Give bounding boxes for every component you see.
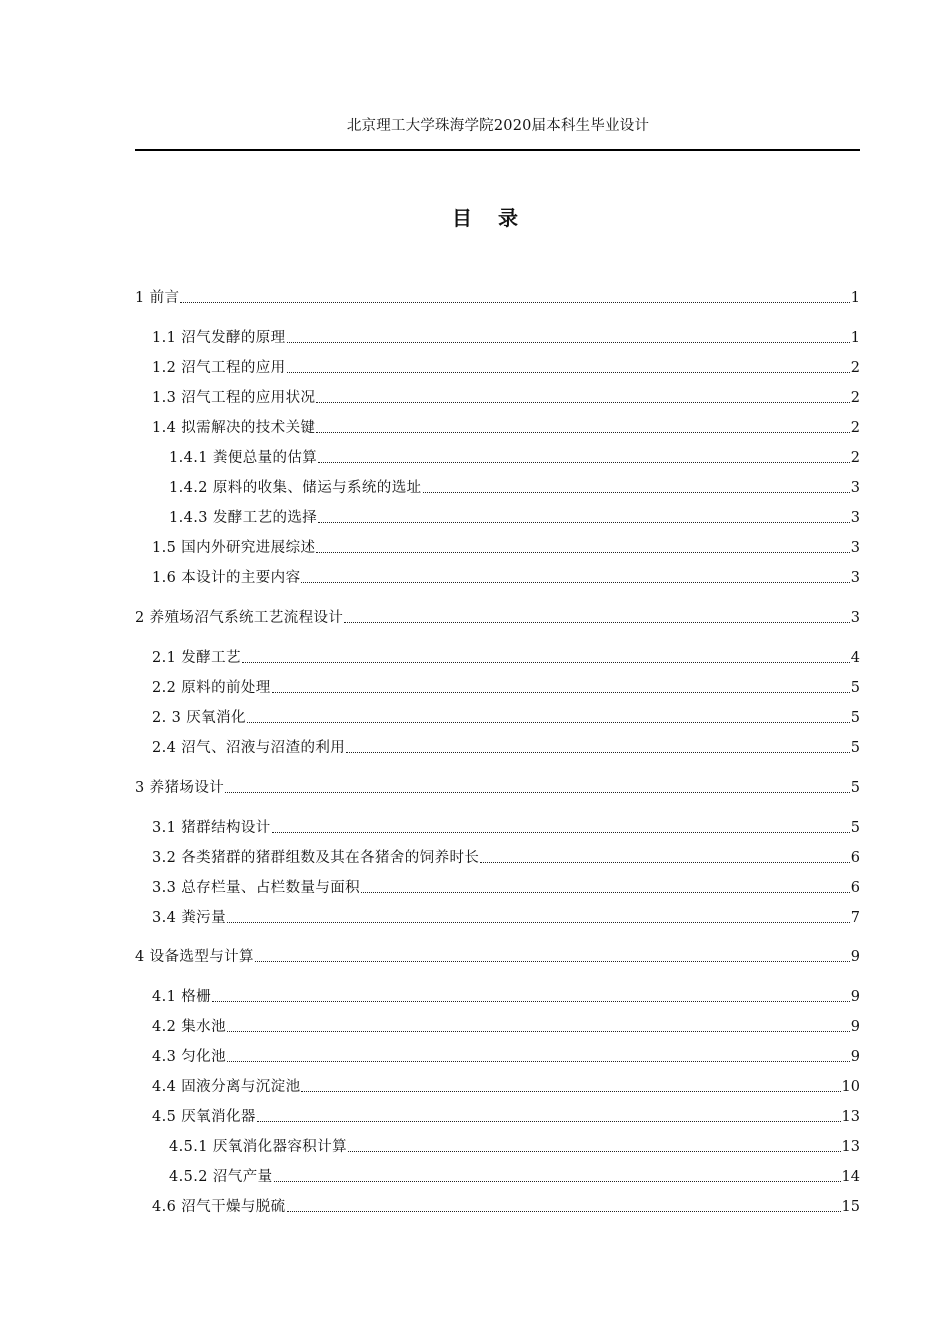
toc-leader-dots — [423, 492, 850, 493]
toc-entry-page: 13 — [841, 1109, 860, 1125]
toc-entry[interactable] — [135, 905, 860, 927]
toc-entry-label: 3 养猪场设计 — [135, 780, 225, 796]
toc-entry[interactable] — [135, 1104, 860, 1126]
toc-entry-page: 5 — [850, 780, 860, 796]
toc-entry-page: 14 — [841, 1169, 860, 1185]
toc-entry[interactable] — [135, 605, 860, 627]
toc-entry-page: 5 — [850, 740, 860, 756]
toc-entry-label: 1.6 本设计的主要内容 — [152, 570, 301, 586]
toc-entry-page: 3 — [850, 540, 860, 556]
toc-entry-label: 4 设备选型与计算 — [135, 949, 254, 965]
toc-entry-label: 3.2 各类猪群的猪群组数及其在各猪舍的饲养时长 — [152, 850, 480, 866]
toc-entry[interactable] — [135, 735, 860, 757]
toc-entry-label: 4.2 集水池 — [152, 1019, 226, 1035]
toc-entry[interactable] — [135, 705, 860, 727]
toc-entry-label: 1.3 沼气工程的应用状况 — [152, 390, 316, 406]
toc-entry-label: 1.5 国内外研究进展综述 — [152, 540, 316, 556]
toc-entry-label: 2. 3 厌氧消化 — [152, 710, 246, 726]
toc-entry-label: 1 前言 — [135, 290, 180, 306]
toc-entry-page: 9 — [850, 949, 860, 965]
toc-entry[interactable] — [135, 565, 860, 587]
toc-entry-page: 2 — [850, 360, 860, 376]
toc-entry-page: 10 — [841, 1079, 860, 1095]
toc-leader-dots — [180, 302, 849, 303]
toc-entry[interactable] — [135, 875, 860, 897]
toc-entry-page: 2 — [850, 450, 860, 466]
toc-entry[interactable] — [135, 445, 860, 467]
toc-entry[interactable] — [135, 984, 860, 1006]
toc-leader-dots — [318, 462, 850, 463]
toc-leader-dots — [480, 862, 849, 863]
toc-entry-page: 9 — [850, 989, 860, 1005]
toc-entry-page: 15 — [841, 1199, 860, 1215]
toc-leader-dots — [227, 922, 850, 923]
toc-entry[interactable] — [135, 1044, 860, 1066]
toc-entry[interactable] — [135, 385, 860, 407]
toc-title: 目录 — [452, 206, 544, 230]
toc-entry[interactable] — [135, 415, 860, 437]
toc-entry-page: 3 — [850, 610, 860, 626]
toc-leader-dots — [316, 402, 849, 403]
toc-leader-dots — [346, 752, 850, 753]
toc-leader-dots — [318, 522, 850, 523]
toc-entry-label: 4.5 厌氧消化器 — [152, 1109, 256, 1125]
toc-leader-dots — [316, 552, 849, 553]
toc-leader-dots — [272, 692, 850, 693]
toc-entry-page: 1 — [850, 330, 860, 346]
toc-leader-dots — [227, 1061, 850, 1062]
toc-entry-label: 2 养殖场沼气系统工艺流程设计 — [135, 610, 344, 626]
toc-entry-label: 4.5.2 沼气产量 — [169, 1169, 273, 1185]
toc-leader-dots — [301, 1091, 840, 1092]
toc-leader-dots — [316, 432, 849, 433]
toc-entry-label: 4.5.1 厌氧消化器容积计算 — [169, 1139, 348, 1155]
toc-entry[interactable] — [135, 645, 860, 667]
toc-leader-dots — [225, 792, 850, 793]
toc-leader-dots — [255, 961, 850, 962]
toc-entry-page: 9 — [850, 1019, 860, 1035]
toc-entry-label: 4.6 沼气干燥与脱硫 — [152, 1199, 286, 1215]
toc-entry-label: 2.1 发酵工艺 — [152, 650, 241, 666]
toc-entry-page: 9 — [850, 1049, 860, 1065]
toc-leader-dots — [361, 892, 850, 893]
toc-entry[interactable] — [135, 285, 860, 307]
toc-entry-label: 3.3 总存栏量、占栏数量与面积 — [152, 880, 361, 896]
toc-entry-label: 1.4.3 发酵工艺的选择 — [169, 510, 318, 526]
toc-leader-dots — [247, 722, 850, 723]
toc-entry-label: 3.4 粪污量 — [152, 910, 226, 926]
toc-leader-dots — [287, 372, 850, 373]
toc-entry-page: 6 — [850, 850, 860, 866]
toc-entry-page: 7 — [850, 910, 860, 926]
toc-entry-page: 3 — [850, 570, 860, 586]
toc-entry-label: 4.1 格栅 — [152, 989, 212, 1005]
toc-leader-dots — [287, 342, 850, 343]
toc-entry-page: 6 — [850, 880, 860, 896]
toc-leader-dots — [301, 582, 849, 583]
toc-leader-dots — [344, 622, 849, 623]
toc-entry[interactable] — [135, 944, 860, 966]
toc-entry-label: 1.4.2 原料的收集、储运与系统的选址 — [169, 480, 422, 496]
toc-entry-label: 4.4 固液分离与沉淀池 — [152, 1079, 301, 1095]
toc-entry-page: 3 — [850, 480, 860, 496]
toc-entry-label: 3.1 猪群结构设计 — [152, 820, 271, 836]
toc-entry[interactable] — [135, 1194, 860, 1216]
toc-entry[interactable] — [135, 1014, 860, 1036]
toc-entry-page: 2 — [850, 390, 860, 406]
running-header: 北京理工大学珠海学院2020届本科生毕业设计 — [346, 118, 650, 134]
toc-entry-page: 2 — [850, 420, 860, 436]
toc-entry[interactable] — [135, 845, 860, 867]
toc-entry-page: 1 — [850, 290, 860, 306]
toc-entry-label: 1.1 沼气发酵的原理 — [152, 330, 286, 346]
toc-entry-label: 1.4.1 粪便总量的估算 — [169, 450, 318, 466]
toc-entry-page: 13 — [841, 1139, 860, 1155]
toc-entry[interactable] — [135, 1134, 860, 1156]
toc-entry-page: 4 — [850, 650, 860, 666]
toc-leader-dots — [348, 1151, 841, 1152]
toc-leader-dots — [272, 832, 850, 833]
toc-entry[interactable] — [135, 505, 860, 527]
toc-entry[interactable] — [135, 775, 860, 797]
toc-entry[interactable] — [135, 475, 860, 497]
toc-entry[interactable] — [135, 1074, 860, 1096]
toc-entry-label: 2.2 原料的前处理 — [152, 680, 271, 696]
toc-entry-label: 4.3 匀化池 — [152, 1049, 226, 1065]
toc-entry[interactable] — [135, 1164, 860, 1186]
toc-leader-dots — [287, 1211, 841, 1212]
toc-entry-page: 5 — [850, 820, 860, 836]
toc-entry[interactable] — [135, 535, 860, 557]
toc-leader-dots — [274, 1181, 841, 1182]
toc-entry[interactable] — [135, 675, 860, 697]
toc-leader-dots — [242, 662, 850, 663]
toc-entry-label: 2.4 沼气、沼液与沼渣的利用 — [152, 740, 346, 756]
toc-entry-label: 1.4 拟需解决的技术关键 — [152, 420, 316, 436]
toc-entry-label: 1.2 沼气工程的应用 — [152, 360, 286, 376]
toc-entry[interactable] — [135, 325, 860, 347]
toc-leader-dots — [257, 1121, 841, 1122]
toc-entry-page: 5 — [850, 710, 860, 726]
toc-leader-dots — [212, 1001, 850, 1002]
toc-entry[interactable] — [135, 355, 860, 377]
toc-entry-page: 5 — [850, 680, 860, 696]
toc-entry[interactable] — [135, 815, 860, 837]
header-rule — [135, 149, 860, 151]
toc-entry-page: 3 — [850, 510, 860, 526]
toc-leader-dots — [227, 1031, 850, 1032]
